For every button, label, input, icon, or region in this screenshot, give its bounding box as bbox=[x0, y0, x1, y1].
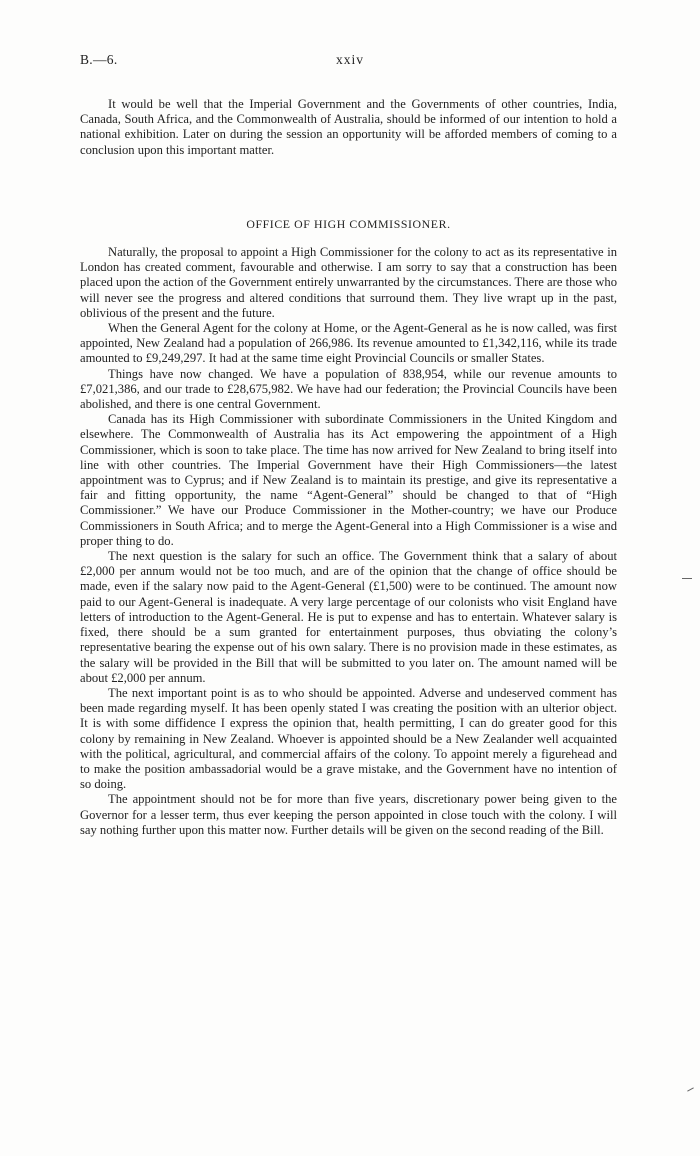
page-header bbox=[80, 52, 620, 72]
paragraph-appointee: The next important point is as to who should be appointed. Adverse and undeserved comment has been made regarding myself. It has been openly stated I was creating the position with an ulterior object. It is with some diffidence I express the opinion that, health permitting, I can do greater good for this colony by remaining in New Zealand. Whoever is appointed should be a New Zealander well acquainted with the political, agricultural, and commercial affairs of the colony. To appoint merely a figurehead and to make the position ambassadorial would be a grave mistake, and the Government have no intention of so doing. bbox=[80, 685, 617, 792]
paragraph-salary: The next question is the salary for such an office. The Government think that a salary of about £2,000 per annum would not be too much, and are of the opinion that the change of office should be made, even if the salary now paid to the Agent-General (£1,500) were to be continued. The amount now paid to our Agent-General is inadequate. A very large percentage of our colonists who visit England have letters of introduction to the Agent-General. He is put to expense and has to entertain. Whatever salary is fixed, there should be a sum granted for entertainment purposes, thus obviating the colony’s representative bearing the expense out of his own salary. There is no provision made in these estimates, as the salary will be provided in the Bill that will be submitted to you later on. The amount named will be about £2,000 per annum. bbox=[80, 549, 617, 685]
paragraph-history: When the General Agent for the colony at Home, or the Agent-General as he is now called, was first appointed, New Zealand had a population of 266,986. Its revenue amounted to £1,342,116, while its trade amounted to £9,249,297. It had at the same time eight Provincial Councils or smaller States. bbox=[80, 321, 617, 366]
page-number: xxiv bbox=[335, 52, 364, 67]
section-heading: OFFICE OF HIGH COMMISSIONER. bbox=[246, 216, 451, 231]
paragraph-changes: Things have now changed. We have a population of 838,954, while our revenue amounts to £7,021,386, and our trade to £28,675,982. We have had our federation; the Provincial Councils have been abolished, and there is one central Government. bbox=[80, 366, 617, 412]
paragraph-proposal: Naturally, the proposal to appoint a High Commissioner for the colony to act as its representative in London has created comment, favourable and otherwise. I am sorry to say that a construction has been placed upon the action of the Government entirely unwarranted by the circumstances. There are those who will never see the progress and altered conditions that surround them. They live wrapt up in the past, oblivious of the present and the future. bbox=[80, 245, 617, 320]
paragraph-term: The appointment should not be for more than five years, discretionary power being given to the Governor for a lesser term, thus ever keeping the person appointed in close touch with the colony. I will say nothing further upon this matter now. Further details will be given on the second reading of the Bill. bbox=[80, 792, 617, 837]
margin-mark bbox=[682, 578, 692, 579]
document-body bbox=[80, 97, 617, 838]
document-reference: B.—6. bbox=[80, 52, 118, 67]
intro-paragraph: It would be well that the Imperial Government and the Governments of other countries, India, Canada, South Africa, and the Commonwealth of Australia, should be informed of our intention to hold a national exhibition. Later on during the session an opportunity will be afforded members of coming to a conclusion upon this important matter. bbox=[80, 97, 617, 157]
margin-mark bbox=[687, 1087, 694, 1091]
paragraph-canada: Canada has its High Commissioner with subordinate Commissioners in the United Kingdom and elsewhere. The Commonwealth of Australia has its Act empowering the appointment of a High Commissioner, which is soon to take place. The time has now arrived for New Zealand to bring itself into line with other countries. The Imperial Government have their High Commissioners—the latest appointment was to Cyprus; and if New Zealand is to maintain its prestige, and give its representative a fair and fitting opportunity, the name “Agent-General” should be changed to that of “High Commissioner.” We have our Produce Commissioner in the Mother-country; we have our Produce Commissioners in South Africa; and to merge the Agent-General into a High Commissioner is a wise and proper thing to do. bbox=[80, 412, 617, 548]
